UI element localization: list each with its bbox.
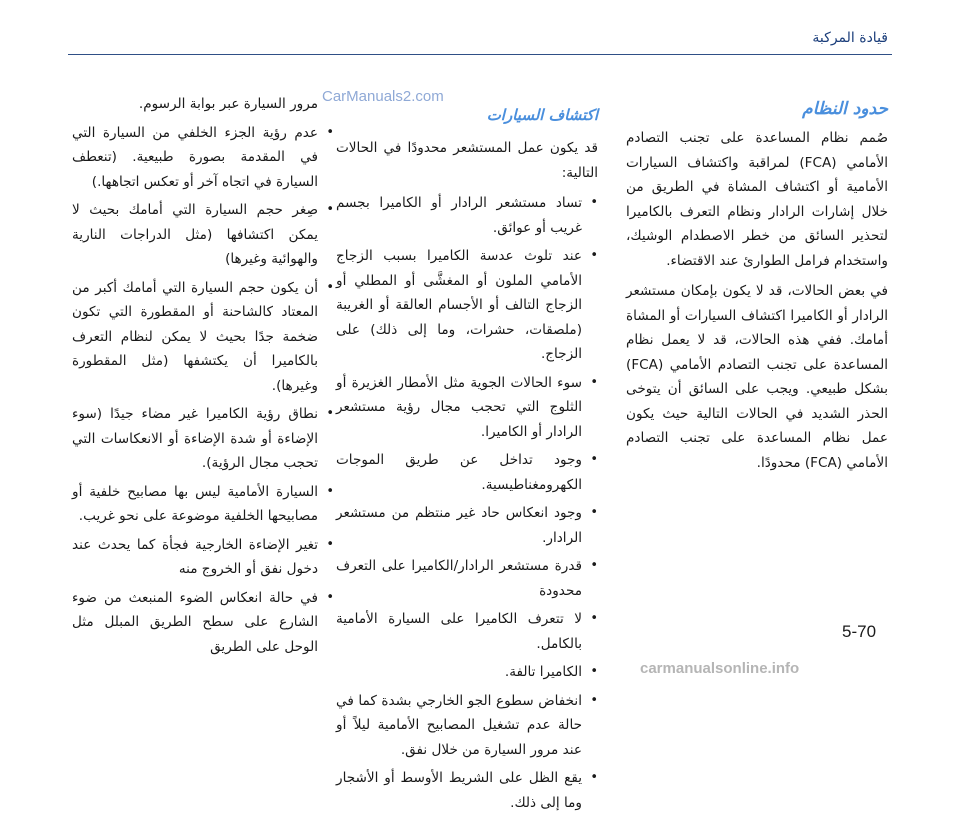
bullet-list	[72, 121, 334, 660]
section-title-system-limits: حدود النظام	[802, 99, 888, 119]
column-system-limits	[626, 96, 888, 481]
list-item: • قدرة مستشعر الرادار/الكاميرا على التعرف محدودة	[336, 554, 598, 603]
list-item: • السيارة الأمامية ليس بها مصابيح خلفية أو مصابيحها الخلفية موضوعة على نحو غريب.	[72, 480, 334, 529]
list-item: • أن يكون حجم السيارة التي أمامك أكبر من المعتاد كالشاحنة أو المقطورة التي تكون ضخمة جدًا بحيث لا يمكن لنظام التعرف بالكاميرا أن يكتشفها (مثل المقطورة وغيرها).	[72, 276, 334, 399]
section-title-vehicle-detection: اكتشاف السيارات	[486, 106, 598, 124]
paragraph-continuation: مرور السيارة عبر بوابة الرسوم.	[138, 96, 318, 112]
header-divider	[68, 54, 892, 55]
list-item: • وجود انعكاس حاد غير منتظم من مستشعر الرادار.	[336, 501, 598, 550]
column-vehicle-detection	[336, 102, 598, 819]
list-item: • انخفاض سطوع الجو الخارجي بشدة كما في حالة عدم تشغيل المصابيح الأمامية ليلاً أو عند مرور السيارة من خلال نفق.	[336, 689, 598, 763]
paragraph: صُمم نظام المساعدة على تجنب التصادم الأمامي (FCA) لمراقبة واكتشاف السيارات الأمامية أو اكتشاف المشاة في الطريق من خلال إشارات الرادار ونظام التعرف بالكاميرا لتحذير السائق من خطر الاصطدام الوشيك، واستخدام فرامل الطوارئ عند الاقتضاء.	[626, 130, 888, 269]
watermark-top: CarManuals2.com	[322, 88, 444, 105]
watermark-bottom: carmanualsonline.info	[640, 660, 800, 677]
list-item: • عدم رؤية الجزء الخلفي من السيارة التي في المقدمة بصورة طبيعية. (تنعطف السيارة في اتجاه آخر أو تعكس اتجاهها.)	[72, 121, 334, 195]
list-item: • يقع الظل على الشريط الأوسط أو الأشجار وما إلى ذلك.	[336, 766, 598, 815]
list-item: • نطاق رؤية الكاميرا غير مضاء جيدًا (سوء الإضاءة أو شدة الإضاءة أو الانعكاسات التي تحجب مجال الرؤية).	[72, 402, 334, 476]
column-vehicle-detection-continued	[72, 92, 334, 663]
page-header-label: قيادة المركبة	[812, 30, 888, 46]
page-number: 5-70	[842, 622, 877, 641]
list-item: • عند تلوث عدسة الكاميرا بسبب الزجاج الأمامي الملون أو المغشَّى أو المطلي أو الزجاج التالف أو الأجسام العالقة أو الغريبة (ملصقات، حشرات، وما إلى ذلك) على الزجاج.	[336, 244, 598, 367]
list-item: • الكاميرا تالفة.	[336, 660, 598, 685]
list-item: • سوء الحالات الجوية مثل الأمطار الغزيرة أو الثلوج التي تحجب مجال رؤية مستشعر الرادار أو الكاميرا.	[336, 371, 598, 445]
list-item: • تساد مستشعر الرادار أو الكاميرا بجسم غريب أو عوائق.	[336, 191, 598, 240]
list-item: • لا تتعرف الكاميرا على السيارة الأمامية بالكامل.	[336, 607, 598, 656]
list-item: • وجود تداخل عن طريق الموجات الكهرومغناطيسية.	[336, 448, 598, 497]
paragraph: في بعض الحالات، قد لا يكون بإمكان مستشعر الرادار أو الكاميرا اكتشاف السيارات أو المشاة أمامك. ففي هذه الحالات، قد لا يعمل نظام المساعدة على تجنب التصادم الأمامي (FCA) بشكل طبيعي. ويجب على السائق أن يتوخى الحذر الشديد في الحالات التالية حيث يكون عمل نظام المساعدة على تجنب التصادم الأمامي (FCA) محدودًا.	[626, 283, 888, 471]
list-item: • صِغر حجم السيارة التي أمامك بحيث لا يمكن اكتشافها (مثل الدراجات النارية والهوائية وغيرها)	[72, 198, 334, 272]
list-item: • تغير الإضاءة الخارجية فجأة كما يحدث عند دخول نفق أو الخروج منه	[72, 533, 334, 582]
bullet-list	[336, 191, 598, 815]
paragraph-intro: قد يكون عمل المستشعر محدودًا في الحالات التالية:	[336, 140, 598, 181]
list-item: • في حالة انعكاس الضوء المنبعث من ضوء الشارع على سطح الطريق المبلل مثل الوحل على الطريق	[72, 586, 334, 660]
